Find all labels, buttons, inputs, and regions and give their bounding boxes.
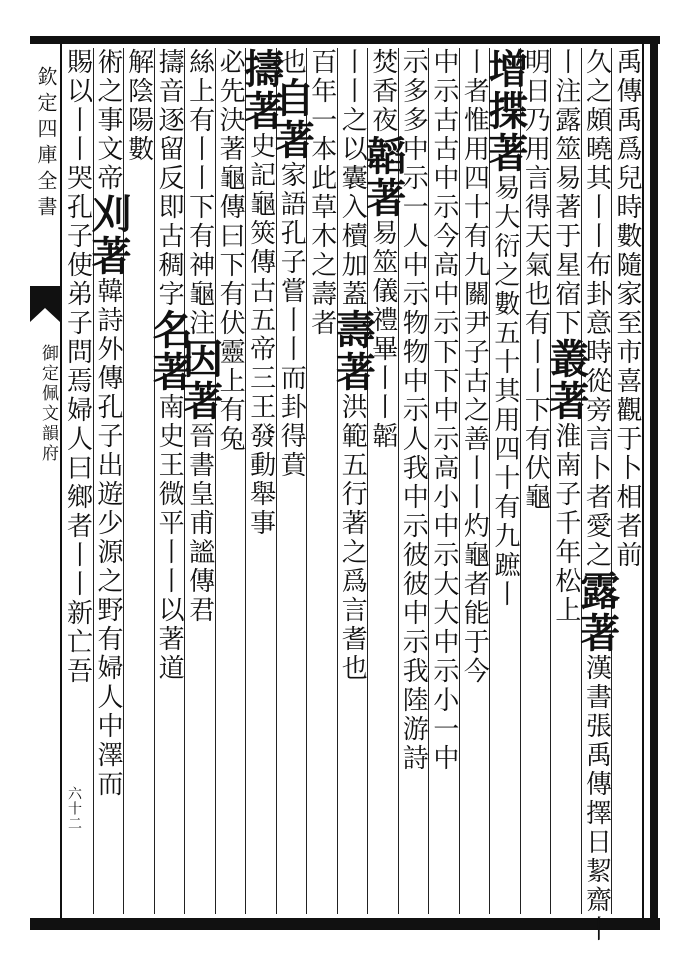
text-column bbox=[176, 48, 224, 914]
right-border bbox=[650, 36, 658, 930]
annotation-text: 淮南子千年松上 bbox=[550, 422, 581, 625]
text-column bbox=[306, 48, 337, 914]
column-text: 百年一本此草木之壽者 bbox=[306, 48, 337, 338]
annotation-text: 哭孔子使弟子問焉婦人曰鄉者丨丨新亡吾 bbox=[62, 164, 93, 686]
column-text: 也 bbox=[276, 48, 307, 77]
text-column bbox=[123, 48, 154, 914]
bottom-border bbox=[30, 918, 660, 930]
column-text: 丨者惟用四十有九關尹子古之善丨丨灼龜者能于今 bbox=[459, 48, 490, 686]
column-text: 示多多中示一人中示物物中示人我中示彼彼中示我陸游詩 bbox=[398, 48, 429, 773]
headword: 刈著 bbox=[85, 193, 133, 277]
column-text: 明日乃用言得天氣也 bbox=[520, 48, 551, 309]
headword: 增揲著 bbox=[481, 48, 529, 174]
annotation-text: 史記龜筴傳古五帝三王發動舉事 bbox=[245, 132, 276, 538]
book-title: 御定佩文韻府 bbox=[38, 344, 58, 464]
column-text: 久之頗曉其丨丨布卦意時從旁言卜者愛之 bbox=[581, 48, 612, 570]
column-text: 丨注露筮易著于星宿下 bbox=[550, 48, 581, 338]
text-column bbox=[146, 48, 194, 914]
text-column bbox=[542, 48, 590, 914]
text-column bbox=[459, 48, 490, 914]
annotation-text: 韓詩外傳孔子出遊少源之野有婦人中澤而 bbox=[93, 277, 124, 799]
fishtail-ornament-icon bbox=[30, 286, 60, 322]
column-text: 焚香夜 bbox=[367, 48, 398, 135]
column-text: 絲上有丨丨下有神龜注 bbox=[184, 48, 215, 338]
headword: 自著 bbox=[268, 77, 316, 161]
headword: 露著 bbox=[573, 570, 621, 654]
series-title: 欽定四庫全書 bbox=[34, 66, 58, 222]
text-column bbox=[329, 48, 377, 914]
column-text: 擣音逐留反即古稠字 bbox=[154, 48, 185, 309]
annotation-text: 易大衍之數五十其用四十有九蹠丨 bbox=[489, 174, 520, 609]
text-column bbox=[85, 48, 133, 914]
text-column bbox=[359, 48, 407, 914]
text-column bbox=[62, 48, 93, 914]
headword: 壽著 bbox=[329, 309, 377, 393]
text-column bbox=[481, 48, 529, 914]
headword: 叢著 bbox=[542, 338, 590, 422]
headword: 擣著 bbox=[237, 48, 285, 132]
text-column bbox=[611, 48, 642, 914]
text-column bbox=[237, 48, 285, 914]
annotation-text: 平丨丨以著道 bbox=[154, 509, 185, 683]
annotation-text: 漢書張禹傳擇日絜齋丨 bbox=[581, 654, 612, 944]
annotation-text: 洪範五行著之爲言耆也 bbox=[337, 393, 368, 683]
column-text: 術之事文帝 bbox=[93, 48, 124, 193]
annotation-text: 家語孔子嘗丨丨而卦得賁 bbox=[276, 161, 307, 480]
headword: 名著 bbox=[146, 309, 194, 393]
column-text: 解陰陽數 bbox=[123, 48, 154, 164]
headword: 韜著 bbox=[359, 135, 407, 219]
column-text: 丨丨之以囊入櫝加蓋 bbox=[337, 48, 368, 309]
top-border bbox=[30, 36, 660, 44]
annotation-text: 南史王微 bbox=[154, 393, 185, 509]
text-column bbox=[428, 48, 459, 914]
page-number: 六十二 bbox=[66, 786, 82, 831]
text-column bbox=[573, 48, 621, 944]
annotation-text: 易筮儀禮畢丨丨韜 bbox=[367, 219, 398, 451]
text-column bbox=[268, 48, 316, 914]
annotation-text: 有丨丨下有伏龜 bbox=[520, 309, 551, 512]
column-text: 賜以丨丨 bbox=[62, 48, 93, 164]
column-text: 必先決著龜傳曰下有伏靈上有兔 bbox=[215, 48, 246, 454]
text-column bbox=[215, 48, 246, 914]
headword: 因著 bbox=[176, 338, 224, 422]
column-text: 中示古古中示今高中示下下中示高小中示大大中示小一中 bbox=[428, 48, 459, 773]
inner-border-line bbox=[642, 44, 644, 918]
annotation-text: 晉書皇甫謐傳君 bbox=[184, 422, 215, 625]
text-column bbox=[520, 48, 551, 914]
column-text: 禹傳禹爲兒時數隨家至市喜觀于卜相者前 bbox=[611, 48, 642, 570]
